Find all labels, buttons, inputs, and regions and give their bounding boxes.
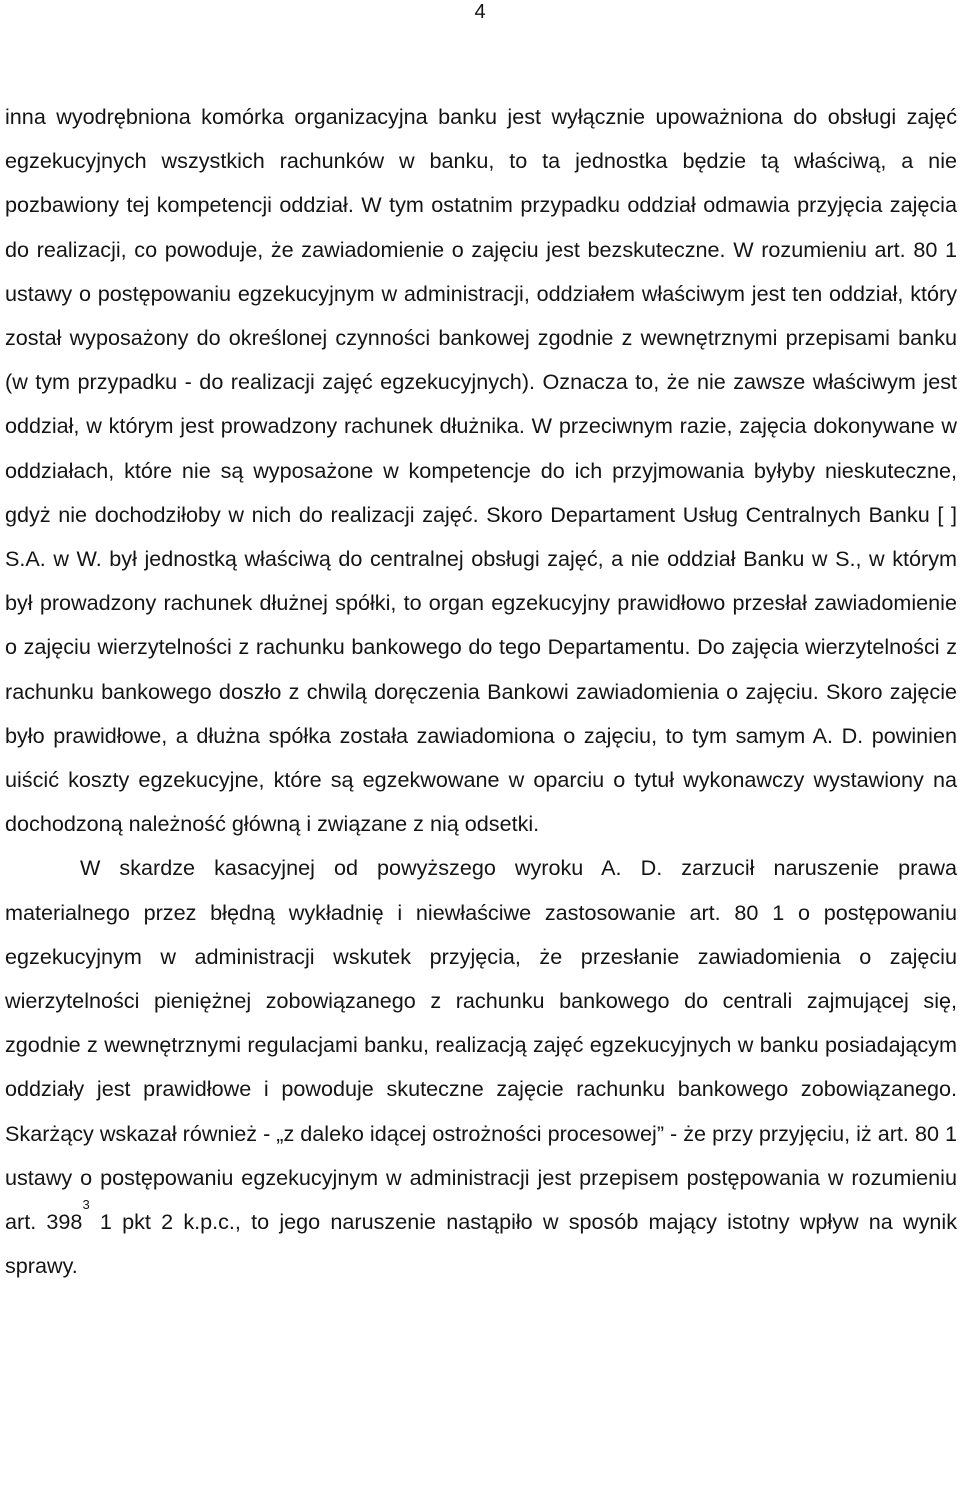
paragraph-2 bbox=[5, 846, 957, 1288]
document-body bbox=[5, 95, 957, 1288]
paragraph-2-text-part-2: 1 pkt 2 k.p.c., to jego naruszenie nastąpiło w sposób mający istotny wpływ na wynik sprawy. bbox=[5, 1209, 957, 1279]
paragraph-2-text-part-1: W skardze kasacyjnej od powyższego wyroku A. D. zarzucił naruszenie prawa materialnego przez błędną wykładnię i niewłaściwe zastosowanie art. 80 1 o postępowaniu egzekucyjnym w administracji wskutek przyjęcia, że przesłanie zawiadomienia o zajęciu wierzytelności pieniężnej zobowiązanego z rachunku bankowego do centrali zajmującej się, zgodnie z wewnętrznymi regulacjami banku, realizacją zajęć egzekucyjnych w banku posiadającym oddziały jest prawidłowe i powoduje skuteczne zajęcie rachunku bankowego zobowiązanego. Skarżący wskazał również - „z daleko idącej ostrożności procesowej” - że przy przyjęciu, iż art. 80 1 ustawy o postępowaniu egzekucyjnym w administracji jest przepisem postępowania w rozumieniu art. 398 bbox=[5, 855, 957, 1235]
superscript-number: 3 bbox=[82, 1197, 90, 1213]
paragraph-1: inna wyodrębniona komórka organizacyjna banku jest wyłącznie upoważniona do obsługi zajęć egzekucyjnych wszystkich rachunków w banku, to ta jednostka będzie tą właściwą, a nie pozbawiony tej kompetencji oddział. W tym ostatnim przypadku oddział odmawia przyjęcia zajęcia do realizacji, co powoduje, że zawiadomienie o zajęciu jest bezskuteczne. W rozumieniu art. 80 1 ustawy o postępowaniu egzekucyjnym w administracji, oddziałem właściwym jest ten oddział, który został wyposażony do określonej czynności bankowej zgodnie z wewnętrznymi przepisami banku (w tym przypadku - do realizacji zajęć egzekucyjnych). Oznacza to, że nie zawsze właściwym jest oddział, w którym jest prowadzony rachunek dłużnika. W przeciwnym razie, zajęcia dokonywane w oddziałach, które nie są wyposażone w kompetencje do ich przyjmowania byłyby nieskuteczne, gdyż nie dochodziłoby w nich do realizacji zajęć. Skoro Departament Usług Centralnych Banku [ ] S.A. w W. był jednostką właściwą do centralnej obsługi zajęć, a nie oddział Banku w S., w którym był prowadzony rachunek dłużnej spółki, to organ egzekucyjny prawidłowo przesłał zawiadomienie o zajęciu wierzytelności z rachunku bankowego do tego Departamentu. Do zajęcia wierzytelności z rachunku bankowego doszło z chwilą doręczenia Bankowi zawiadomienia o zajęciu. Skoro zajęcie było prawidłowe, a dłużna spółka została zawiadomiona o zajęciu, to tym samym A. D. powinien uiścić koszty egzekucyjne, które są egzekwowane w oparciu o tytuł wykonawczy wystawiony na dochodzoną należność główną i związane z nią odsetki. bbox=[5, 104, 957, 837]
page-number: 4 bbox=[474, 1, 486, 23]
